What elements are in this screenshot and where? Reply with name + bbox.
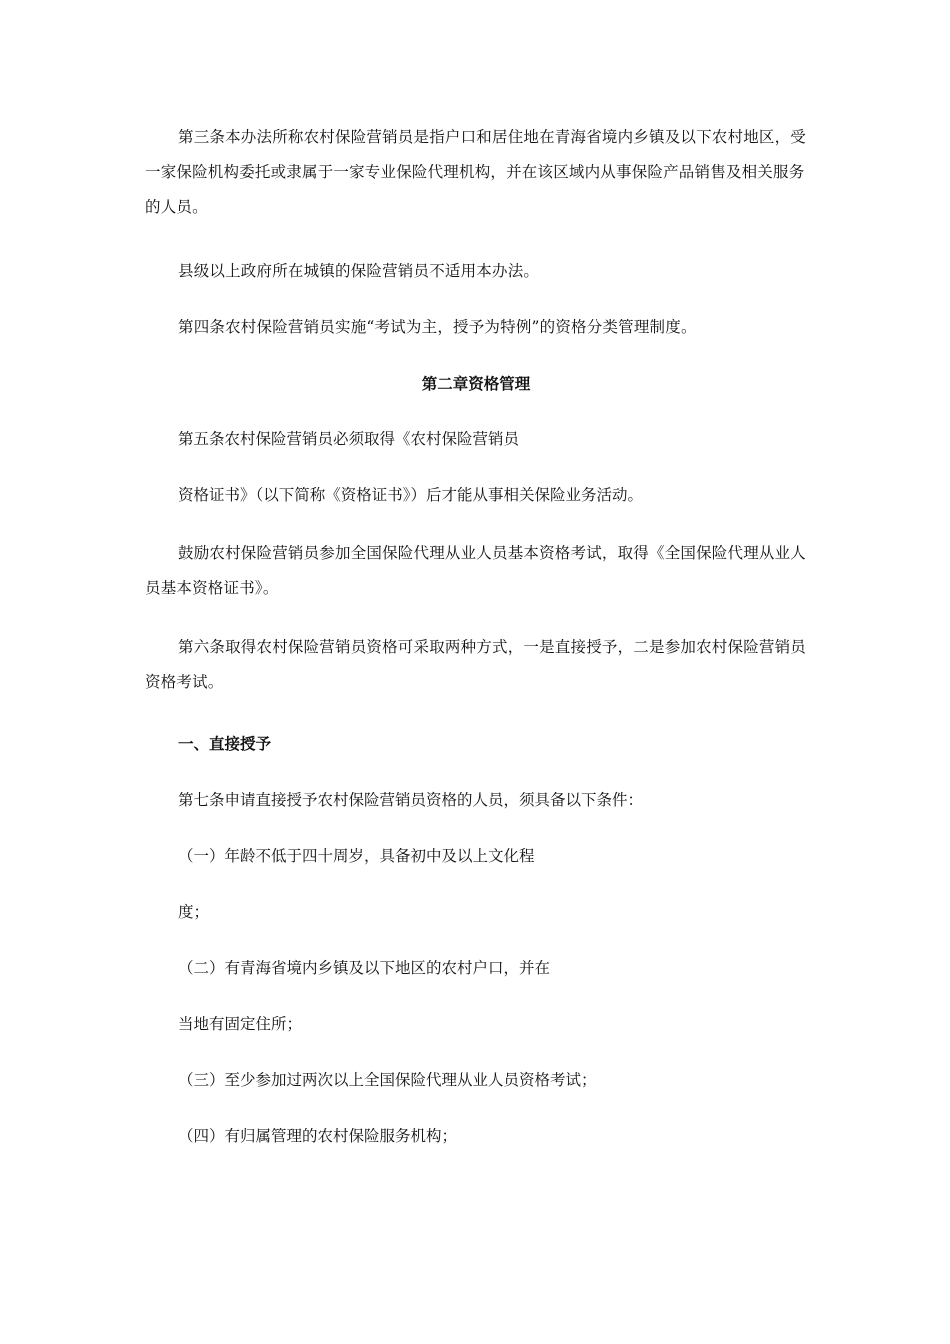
article-5-line-1: 第五条农村保险营销员必须取得《农村保险营销员 <box>178 430 520 448</box>
article-5-line-2: 资格证书》（以下简称《资格证书》）后才能从事相关保险业务活动。 <box>178 486 644 504</box>
condition-1-line-2: 度； <box>178 903 210 921</box>
condition-1-line-1: （一）年龄不低于四十周岁，具备初中及以上文化程 <box>178 847 535 865</box>
condition-2-line-1: （二）有青海省境内乡镇及以下地区的农村户口，并在 <box>178 959 551 977</box>
condition-4-line: （四）有归属管理的农村保险服务机构； <box>178 1127 458 1145</box>
chapter-2-heading: 第二章资格管理 <box>421 374 531 393</box>
article-3-paragraph: 第三条本办法所称农村保险营销员是指户口和居住地在青海省境内乡镇及以下农村地区，受一家保险机构委托或隶属于一家专业保险代理机构，并在该区域内从事保险产品销售及相关服务的人员。 <box>145 128 807 216</box>
county-exclusion-paragraph: 县级以上政府所在城镇的保险营销员不适用本办法。 <box>178 262 540 280</box>
condition-2-line-2: 当地有固定住所； <box>178 1015 303 1033</box>
article-7-line: 第七条申请直接授予农村保险营销员资格的人员，须具备以下条件： <box>178 791 644 809</box>
section-1-heading: 一、直接授予 <box>178 734 272 753</box>
condition-3-line: （三）至少参加过两次以上全国保险代理从业人员资格考试； <box>178 1071 597 1089</box>
article-6-paragraph: 第六条取得农村保险营销员资格可采取两种方式，一是直接授予，二是参加农村保险营销员资格考试。 <box>145 638 807 691</box>
encouragement-paragraph: 鼓励农村保险营销员参加全国保险代理从业人员基本资格考试，取得《全国保险代理从业人员基本资格证书》。 <box>145 544 807 597</box>
article-4-paragraph: 第四条农村保险营销员实施“考试为主，授予为特例”的资格分类管理制度。 <box>178 318 697 336</box>
